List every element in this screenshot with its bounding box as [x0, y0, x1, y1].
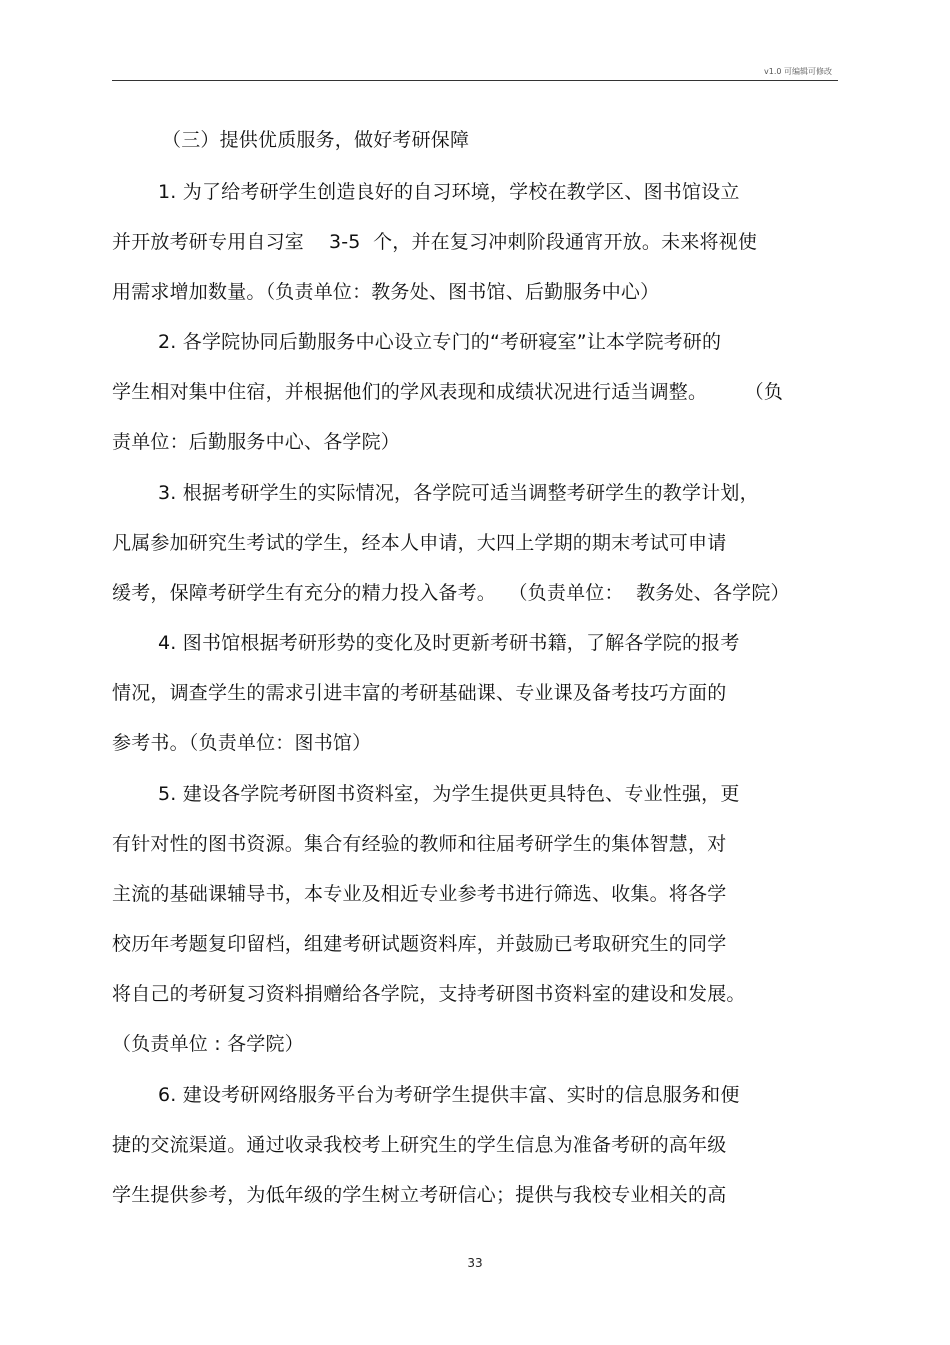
paragraph-line: 学生提供参考，为低年级的学生树立考研信心；提供与我校专业相关的高	[112, 1184, 727, 1206]
paragraph-line: 3. 根据考研学生的实际情况，各学院可适当调整考研学生的教学计划，	[158, 482, 759, 504]
paragraph-line: 6. 建设考研网络服务平台为考研学生提供丰富、实时的信息服务和便	[158, 1084, 740, 1106]
paragraph-line: 主流的基础课辅导书，本专业及相近专业参考书进行筛选、收集。将各学	[112, 883, 727, 905]
paragraph-line: 缓考，保障考研学生有充分的精力投入备考。 （负责单位： 教务处、各学院）	[112, 582, 790, 604]
paragraph-line: 有针对性的图书资源。集合有经验的教师和往届考研学生的集体智慧，对	[112, 833, 727, 855]
paragraph-line: 并开放考研专用自习室 3-5 个，并在复习冲刺阶段通宵开放。未来将视使	[112, 231, 758, 253]
paragraph-line: 2. 各学院协同后勤服务中心设立专门的“考研寝室”让本学院考研的	[158, 331, 722, 353]
header-rule	[112, 80, 838, 81]
paragraph-line: 1. 为了给考研学生创造良好的自习环境，学校在教学区、图书馆设立	[158, 181, 740, 203]
paragraph-line: 情况，调查学生的需求引进丰富的考研基础课、专业课及备考技巧方面的	[112, 682, 727, 704]
paragraph-line: 用需求增加数量。（负责单位：教务处、图书馆、后勤服务中心）	[112, 281, 660, 303]
paragraph-line: 参考书。（负责单位：图书馆）	[112, 732, 372, 754]
paragraph-line: 捷的交流渠道。通过收录我校考上研究生的学生信息为准备考研的高年级	[112, 1134, 727, 1156]
paragraph-line: 校历年考题复印留档，组建考研试题资料库，并鼓励已考取研究生的同学	[112, 933, 727, 955]
paragraph-line: 学生相对集中住宿，并根据他们的学风表现和成绩状况进行适当调整。 （负	[112, 381, 784, 403]
paragraph-line: （负责单位 : 各学院）	[112, 1033, 304, 1055]
paragraph-line: 5. 建设各学院考研图书资料室，为学生提供更具特色、专业性强，更	[158, 783, 740, 805]
header-version-note: v1.0 可编辑可修改	[764, 67, 832, 76]
section-heading: （三）提供优质服务，做好考研保障	[162, 129, 470, 151]
paragraph-line: 4. 图书馆根据考研形势的变化及时更新考研书籍，了解各学院的报考	[158, 632, 740, 654]
paragraph-line: 责单位：后勤服务中心、各学院）	[112, 431, 401, 453]
paragraph-line: 将自己的考研复习资料捐赠给各学院，支持考研图书资料室的建设和发展。	[112, 983, 746, 1005]
page-number: 33	[467, 1256, 483, 1270]
paragraph-line: 凡属参加研究生考试的学生，经本人申请，大四上学期的期末考试可申请	[112, 532, 727, 554]
